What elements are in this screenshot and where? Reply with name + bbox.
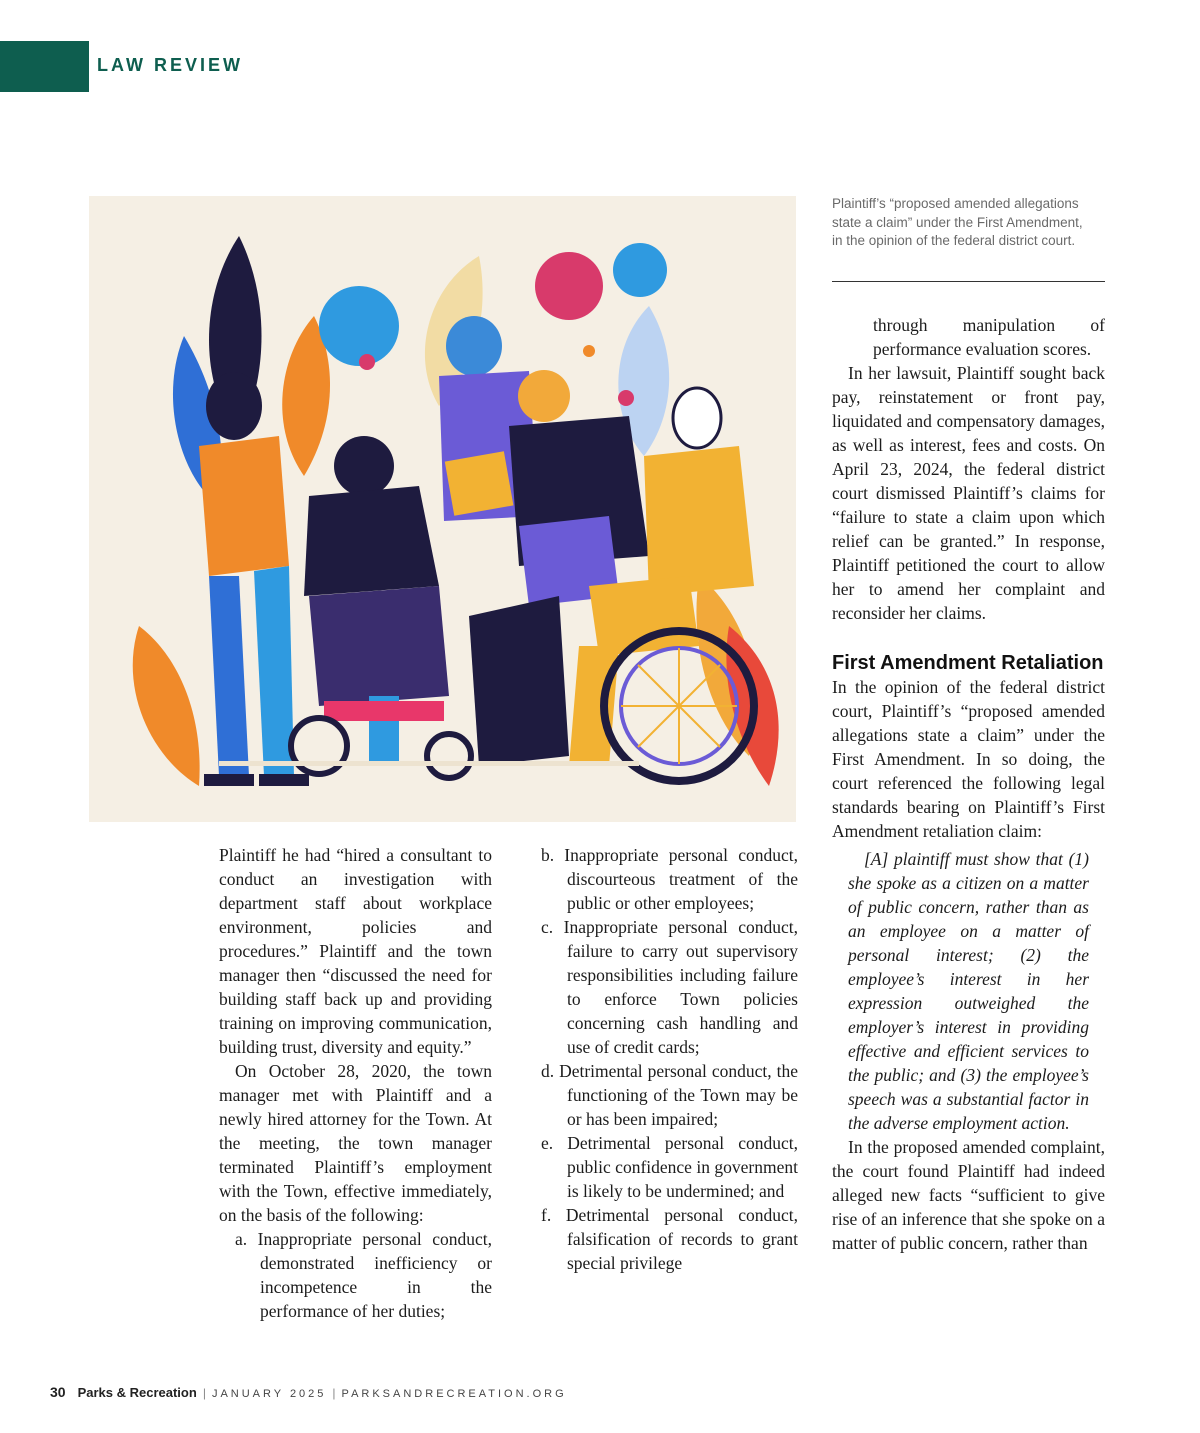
list-item-f-continued: through manipulation of performance evaluation scores. xyxy=(873,315,1105,359)
footer-separator: | xyxy=(332,1386,336,1400)
article-column-2 xyxy=(541,843,798,1275)
image-caption: Plaintiff’s “proposed amended allegations state a claim” under the First Amendment, in the opinion of the federal district court. xyxy=(832,196,1083,248)
footer-separator: | xyxy=(202,1386,206,1400)
section-label: LAW REVIEW xyxy=(97,55,243,75)
paragraph: In her lawsuit, Plaintiff sought back pay, reinstatement or front pay, liquidated and compensatory damages, as well as interest, fees and costs. On April 23, 2024, the federal district court dismissed Plaintiff’s claims for “failure to state a claim upon which relief can be granted.” In response, Plaintiff petitioned the court to allow her to amend her complaint and reconsider her claims. xyxy=(832,363,1105,623)
paragraph: In the opinion of the federal district court, Plaintiff’s “proposed amended allegations state a claim” under the First Amendment. In so doing, the court referenced the following legal standards bearing on Plaintiff’s First Amendment retaliation claim: xyxy=(832,677,1105,841)
list-item-e: e. Detrimental personal conduct, public confidence in government is likely to be undermined; and xyxy=(541,1133,798,1201)
page-number: 30 xyxy=(50,1384,66,1400)
article-illustration xyxy=(89,196,796,822)
people-with-wheelchairs-illustration xyxy=(89,196,796,822)
list-item-c: c. Inappropriate personal conduct, failure to carry out supervisory responsibilities including failure to enforce Town policies concerning cash handling and use of credit cards; xyxy=(541,917,798,1057)
article-column-1 xyxy=(219,843,492,1323)
paragraph: On October 28, 2020, the town manager met with Plaintiff and a newly hired attorney for the Town. At the meeting, the town manager terminated Plaintiff’s employment with the Town, effective immediately, on the basis of the following: xyxy=(219,1061,492,1225)
list-item-f: f. Detrimental personal conduct, falsification of records to grant special privilege xyxy=(541,1205,798,1273)
section-tab xyxy=(0,41,89,92)
page-footer xyxy=(50,1384,567,1400)
quote-text: [A] plaintiff must show that (1) she spoke as a citizen on a matter of public concern, rather than as an employee on a matter of personal interest; (2) the employee’s interest in her expression outweighed the employer’s interest in providing effective and efficient services to the public; and (3) the employee’s speech was a substantial factor in the adverse employment action. xyxy=(848,849,1089,1133)
block-quote xyxy=(848,847,1089,1135)
section-heading: First Amendment Retaliation xyxy=(832,652,1104,674)
article-column-3 xyxy=(832,313,1105,1255)
caption-divider xyxy=(832,281,1105,282)
publication-name: Parks & Recreation xyxy=(77,1385,197,1400)
website: PARKSANDRECREATION.ORG xyxy=(341,1388,567,1400)
paragraph: In the proposed amended complaint, the court found Plaintiff had indeed alleged new facts “sufficient to give rise of an inference that she spoke on a matter of public concern, rather than xyxy=(832,1137,1105,1253)
paragraph: Plaintiff he had “hired a consultant to conduct an investigation with department staff about workplace environment, policies and procedures.” Plaintiff and the town manager then “discussed the need for building staff back up and providing training on improving communication, building trust, diversity and equity.” xyxy=(219,845,492,1057)
list-item-d: d. Detrimental personal conduct, the functioning of the Town may be or has been impaired; xyxy=(541,1061,798,1129)
list-item-b: b. Inappropriate personal conduct, discourteous treatment of the public or other employees; xyxy=(541,845,798,913)
issue-date: JANUARY 2025 xyxy=(211,1388,327,1400)
list-item-a: a. Inappropriate personal conduct, demonstrated inefficiency or incompetence in the performance of her duties; xyxy=(235,1229,492,1321)
